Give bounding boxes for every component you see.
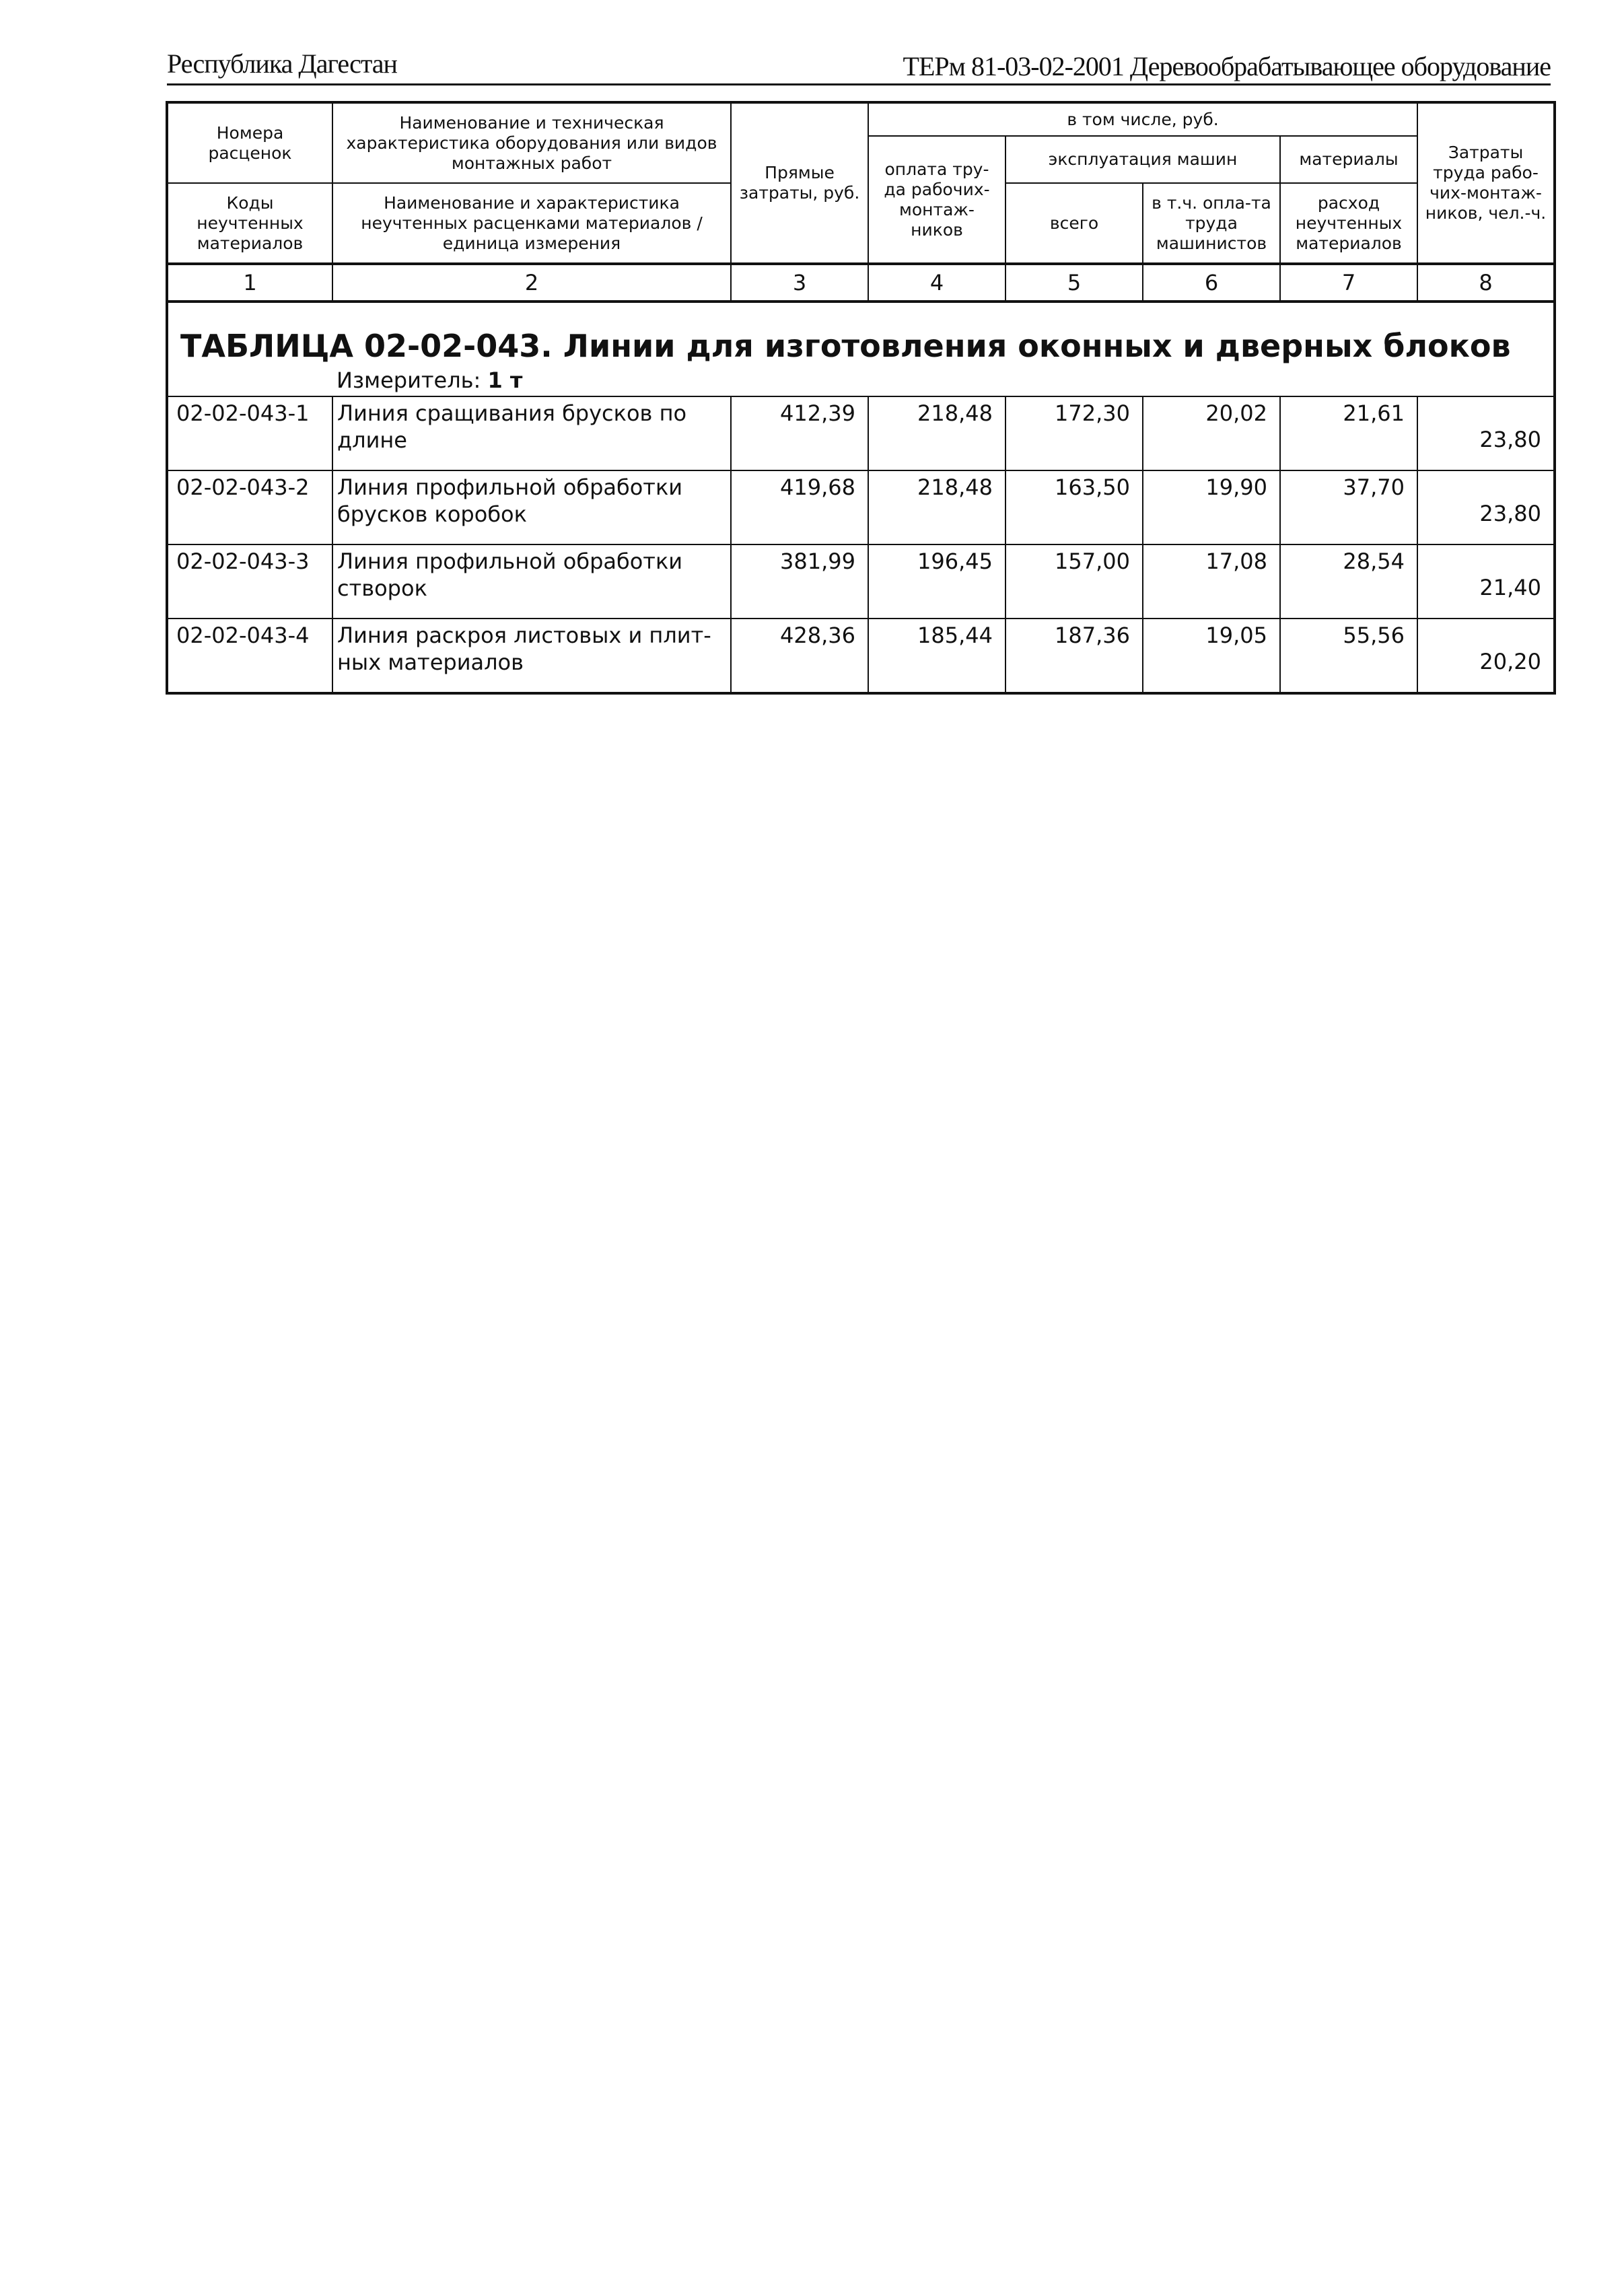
rate-code: 02-02-043-1: [167, 396, 332, 470]
column-number-row: [167, 264, 1555, 302]
labor-hours: 23,80: [1417, 470, 1555, 544]
column-number: 1: [167, 264, 332, 302]
header-region: Республика Дагестан: [167, 48, 397, 79]
unit-spacer: [167, 366, 332, 396]
unit-value: 1 т: [487, 367, 523, 393]
labor-hours: 20,20: [1417, 619, 1555, 693]
labor-hours: 21,40: [1417, 544, 1555, 619]
column-number: 4: [868, 264, 1005, 302]
direct-costs: 428,36: [731, 619, 868, 693]
machines-total: 187,36: [1005, 619, 1143, 693]
machines-total: 157,00: [1005, 544, 1143, 619]
rate-name: Линия сращивания брусков по длине: [332, 396, 731, 470]
rates-table: [166, 101, 1556, 695]
unit-label: Измеритель:: [337, 367, 481, 393]
table-row: [167, 396, 1555, 470]
header-document-code: ТЕРм 81-03-02-2001 Деревообрабатывающее оборудование: [903, 51, 1551, 81]
table-caption-row: [167, 302, 1555, 366]
machinists-pay: 19,05: [1143, 619, 1280, 693]
header-labor-pay: оплата тру-да рабочих-монтаж-ников: [868, 136, 1005, 264]
materials: 28,54: [1280, 544, 1417, 619]
labor-hours: 23,80: [1417, 396, 1555, 470]
header-materials: материалы: [1280, 136, 1417, 183]
column-number: 7: [1280, 264, 1417, 302]
column-number: 5: [1005, 264, 1143, 302]
direct-costs: 381,99: [731, 544, 868, 619]
labor-pay: 196,45: [868, 544, 1005, 619]
unit-cell: [332, 366, 1555, 396]
column-number: 6: [1143, 264, 1280, 302]
header-machinists-pay: в т.ч. опла-та труда машинистов: [1143, 183, 1280, 264]
materials: 55,56: [1280, 619, 1417, 693]
header-direct-costs: Прямые затраты, руб.: [731, 102, 868, 264]
machines-total: 163,50: [1005, 470, 1143, 544]
rate-name: Линия раскроя листовых и плит-ных материалов: [332, 619, 731, 693]
table-caption-cell: [167, 302, 1555, 366]
column-number: 8: [1417, 264, 1555, 302]
unit-row: [167, 366, 1555, 396]
header-materials-consumption: расход неучтенных материалов: [1280, 183, 1417, 264]
rate-name: Линия профильной обработки створок: [332, 544, 731, 619]
table-row: [167, 470, 1555, 544]
rate-name: Линия профильной обработки брусков коробок: [332, 470, 731, 544]
header-including: в том числе, руб.: [868, 102, 1417, 136]
machinists-pay: 19,90: [1143, 470, 1280, 544]
header-machines-total: всего: [1005, 183, 1143, 264]
header-name-top: Наименование и техническая характеристика оборудования или видов монтажных работ: [332, 102, 731, 183]
table-row: [167, 619, 1555, 693]
header-name-bottom: Наименование и характеристика неучтенных расценками материалов / единица измерения: [332, 183, 731, 264]
materials: 37,70: [1280, 470, 1417, 544]
labor-pay: 218,48: [868, 470, 1005, 544]
table-row: [167, 544, 1555, 619]
header-labor-hours: Затраты труда рабо-чих-монтаж-ников, чел.-ч.: [1417, 102, 1555, 264]
column-number: 3: [731, 264, 868, 302]
machinists-pay: 20,02: [1143, 396, 1280, 470]
rate-code: 02-02-043-4: [167, 619, 332, 693]
materials: 21,61: [1280, 396, 1417, 470]
machinists-pay: 17,08: [1143, 544, 1280, 619]
header-rate-numbers: Номера расценок: [167, 102, 332, 183]
machines-total: 172,30: [1005, 396, 1143, 470]
direct-costs: 419,68: [731, 470, 868, 544]
header-unaccounted-codes: Коды неучтенных материалов: [167, 183, 332, 264]
column-number: 2: [332, 264, 731, 302]
labor-pay: 218,48: [868, 396, 1005, 470]
header-machine-operation: эксплуатация машин: [1005, 136, 1280, 183]
page-header: [167, 40, 1551, 85]
rate-code: 02-02-043-3: [167, 544, 332, 619]
table-title: ТАБЛИЦА 02-02-043. Линии для изготовления оконных и дверных блоков: [180, 328, 1511, 364]
direct-costs: 412,39: [731, 396, 868, 470]
labor-pay: 185,44: [868, 619, 1005, 693]
rate-code: 02-02-043-2: [167, 470, 332, 544]
